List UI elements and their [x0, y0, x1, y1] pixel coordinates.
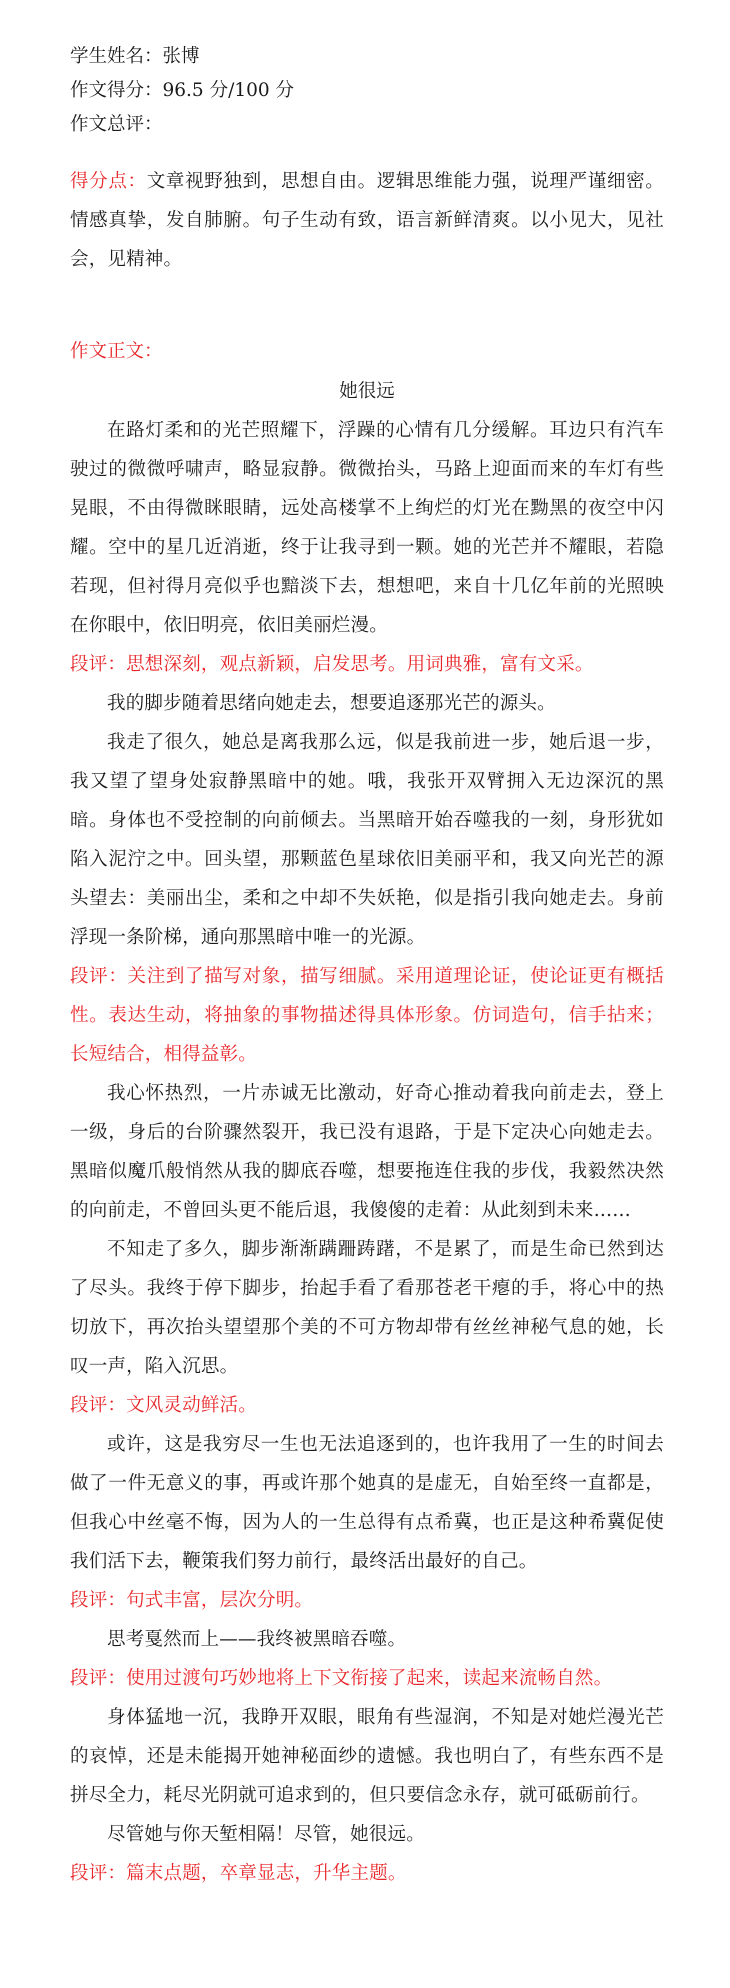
score-label: 作文得分： — [70, 80, 163, 101]
paragraph-comment — [70, 1659, 664, 1698]
comment-text: 句式丰富，层次分明。 — [126, 1590, 314, 1611]
essay-section-label: 作文正文： — [70, 341, 163, 362]
highlight-text: 文章视野独到，思想自由。逻辑思维能力强，说理严谨细密。情感真挚，发自肺腑。句子生动有致，语言新鲜清爽。以小见大，见社会，见精神。 — [70, 171, 664, 270]
paragraph-comment — [70, 1581, 664, 1620]
student-name-label: 学生姓名： — [70, 46, 163, 67]
comment-text: 使用过渡句巧妙地将上下文衔接了起来，读起来流畅自然。 — [126, 1668, 613, 1689]
student-name-value: 张博 — [162, 46, 200, 67]
comment-label: 段评： — [70, 1863, 127, 1884]
highlight-label: 得分点： — [70, 171, 147, 192]
comment-label: 段评： — [70, 654, 127, 675]
paragraph-comment — [70, 645, 664, 684]
comment-label: 段评： — [70, 1395, 127, 1416]
comment-text: 文风灵动鲜活。 — [126, 1395, 258, 1416]
overall-highlight — [70, 162, 664, 279]
essay-paragraph: 在路灯柔和的光芒照耀下，浮躁的心情有几分缓解。耳边只有汽车驶过的微微呼啸声，略显寂静。微微抬头，马路上迎面而来的车灯有些晃眼，不由得微眯眼睛，远处高楼掌不上绚烂的灯光在黝黑的夜空中闪耀。空中的星几近消逝，终于让我寻到一颗。她的光芒并不耀眼，若隐若现，但衬得月亮似乎也黯淡下去，想想吧，来自十几亿年前的光照映在你眼中，依旧明亮，依旧美丽烂漫。 — [70, 420, 664, 636]
student-name-line — [70, 40, 664, 74]
paragraph-comment — [70, 957, 664, 1074]
comment-label: 段评： — [70, 966, 128, 987]
essay-paragraph: 我的脚步随着思绪向她走去，想要追逐那光芒的源头。 — [107, 693, 556, 714]
comment-text: 关注到了描写对象，描写细腻。采用道理论证，使论证更有概括性。表达生动，将抽象的事物描述得具体形象。仿词造句，信手拈来；长短结合，相得益彰。 — [70, 966, 664, 1065]
score-value: 96.5 分/100 分 — [162, 80, 295, 101]
comment-text: 篇末点题，卒章显志，升华主题。 — [126, 1863, 407, 1884]
essay-body — [70, 411, 664, 1893]
comment-label: 段评： — [70, 1590, 127, 1611]
essay-paragraph: 我走了很久，她总是离我那么远，似是我前进一步，她后退一步，我又望了望身处寂静黑暗中的她。哦，我张开双臂拥入无边深沉的黑暗。身体也不受控制的向前倾去。当黑暗开始吞噬我的一刻，身形犹如陷入泥泞之中。回头望，那颗蓝色星球依旧美丽平和，我又向光芒的源头望去：美丽出尘，柔和之中却不失妖艳，似是指引我向她走去。身前浮现一条阶梯，通向那黑暗中唯一的光源。 — [70, 732, 664, 948]
paragraph-comment — [70, 1386, 664, 1425]
essay-paragraph: 不知走了多久，脚步渐渐蹒跚踌躇，不是累了，而是生命已然到达了尽头。我终于停下脚步，抬起手看了看那苍老干瘪的手，将心中的热切放下，再次抬头望望那个美的不可方物却带有丝丝神秘气息的她，长叹一声，陷入沉思。 — [70, 1239, 664, 1377]
essay-paragraph: 身体猛地一沉，我睁开双眼，眼角有些湿润，不知是对她烂漫光芒的哀悼，还是未能揭开她神秘面纱的遗憾。我也明白了，有些东西不是拼尽全力，耗尽光阴就可追求到的，但只要信念永存，就可砥砺前行。 — [70, 1707, 664, 1806]
paragraph-comment — [70, 1854, 664, 1893]
essay-paragraph: 或许，这是我穷尽一生也无法追逐到的，也许我用了一生的时间去做了一件无意义的事，再或许那个她真的是虚无，自始至终一直都是，但我心中丝毫不悔，因为人的一生总得有点希冀，也正是这种希冀促使我们活下去，鞭策我们努力前行，最终活出最好的自己。 — [70, 1434, 664, 1572]
comment-label: 段评： — [70, 1668, 127, 1689]
comment-text: 思想深刻，观点新颖，启发思考。用词典雅，富有文采。 — [126, 654, 594, 675]
essay-paragraph: 思考戛然而上——我终被黑暗吞噬。 — [107, 1629, 407, 1650]
score-line — [70, 74, 664, 108]
essay-title: 她很远 — [339, 381, 395, 402]
essay-paragraph: 尽管她与你天堑相隔！尽管，她很远。 — [107, 1824, 425, 1845]
essay-paragraph: 我心怀热烈，一片赤诚无比激动，好奇心推动着我向前走去，登上一级，身后的台阶骤然裂开，我已没有退路，于是下定决心向她走去。黑暗似魔爪般悄然从我的脚底吞噬，想要拖连住我的步伐，我毅然决然的向前走，不曾回头更不能后退，我傻傻的走着：从此刻到未来…… — [70, 1083, 664, 1221]
overall-review-label: 作文总评： — [70, 114, 163, 135]
